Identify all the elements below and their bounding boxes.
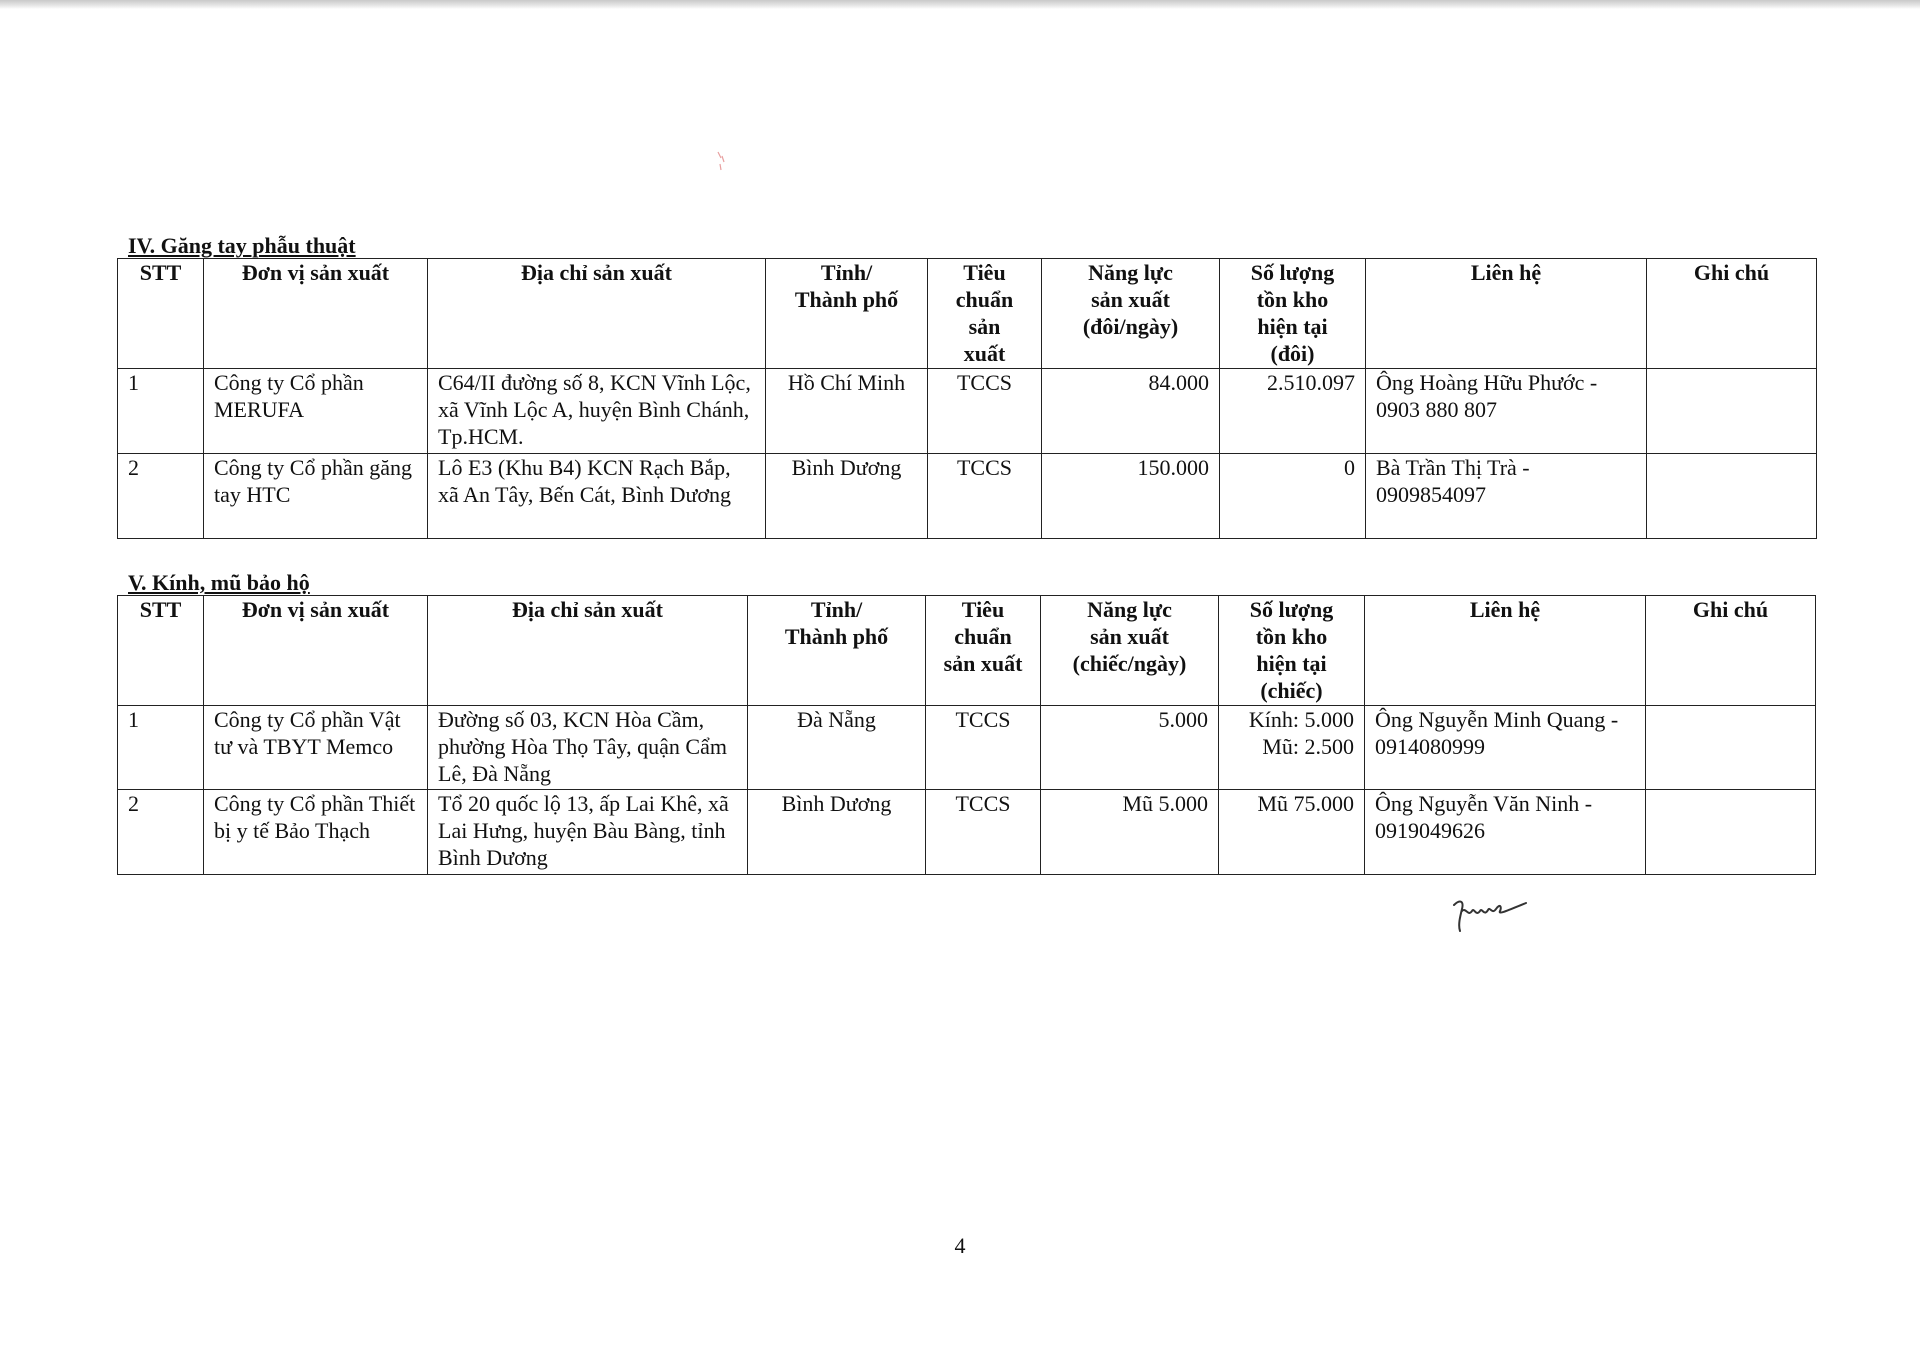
cell-unit: Công ty Cổ phần MERUFA bbox=[204, 369, 428, 454]
header-contact: Liên hệ bbox=[1365, 596, 1646, 706]
cell-unit: Công ty Cổ phần Vật tư và TBYT Memco bbox=[204, 706, 428, 790]
cell-stt: 1 bbox=[118, 706, 204, 790]
cell-address: Lô E3 (Khu B4) KCN Rạch Bắp, xã An Tây, Bến Cát, Bình Dương bbox=[428, 454, 766, 539]
header-stock: Số lượng tồn kho hiện tại (chiếc) bbox=[1219, 596, 1365, 706]
table-row bbox=[118, 454, 1817, 539]
scan-edge-shadow bbox=[0, 0, 1920, 9]
cell-stt: 1 bbox=[118, 369, 204, 454]
cell-stock: Kính: 5.000 Mũ: 2.500 bbox=[1219, 706, 1365, 790]
cell-province: Hồ Chí Minh bbox=[766, 369, 928, 454]
header-capacity: Năng lực sản xuất (chiếc/ngày) bbox=[1041, 596, 1219, 706]
header-standard: Tiêu chuẩn sản xuất bbox=[928, 259, 1042, 369]
cell-standard: TCCS bbox=[926, 790, 1041, 875]
cell-stock: Mũ 75.000 bbox=[1219, 790, 1365, 875]
cell-stt: 2 bbox=[118, 790, 204, 875]
table-row bbox=[118, 369, 1817, 454]
cell-standard: TCCS bbox=[928, 369, 1042, 454]
cell-unit: Công ty Cổ phần găng tay HTC bbox=[204, 454, 428, 539]
cell-stock: 0 bbox=[1220, 454, 1366, 539]
table-row bbox=[118, 790, 1816, 875]
cell-province: Bình Dương bbox=[766, 454, 928, 539]
header-unit: Đơn vị sản xuất bbox=[204, 259, 428, 369]
cell-note bbox=[1646, 706, 1816, 790]
cell-contact: Ông Hoàng Hữu Phước - 0903 880 807 bbox=[1366, 369, 1647, 454]
header-standard: Tiêu chuẩn sản xuất bbox=[926, 596, 1041, 706]
header-stt: STT bbox=[118, 259, 204, 369]
table-row bbox=[118, 706, 1816, 790]
header-capacity: Năng lực sản xuất (đôi/ngày) bbox=[1042, 259, 1220, 369]
table-header-row bbox=[118, 596, 1816, 706]
header-note: Ghi chú bbox=[1647, 259, 1817, 369]
cell-province: Bình Dương bbox=[748, 790, 926, 875]
cell-address: Tổ 20 quốc lộ 13, ấp Lai Khê, xã Lai Hưng, huyện Bàu Bàng, tỉnh Bình Dương bbox=[428, 790, 748, 875]
cell-standard: TCCS bbox=[928, 454, 1042, 539]
cell-capacity: Mũ 5.000 bbox=[1041, 790, 1219, 875]
table-header-row bbox=[118, 259, 1817, 369]
page-number: 4 bbox=[954, 1233, 966, 1258]
goggles-helmets-table bbox=[117, 595, 1816, 875]
handwritten-signature bbox=[1450, 895, 1530, 935]
cell-contact: Ông Nguyễn Văn Ninh - 0919049626 bbox=[1365, 790, 1646, 875]
cell-note bbox=[1647, 369, 1817, 454]
cell-province: Đà Nẵng bbox=[748, 706, 926, 790]
cell-address: C64/II đường số 8, KCN Vĩnh Lộc, xã Vĩnh Lộc A, huyện Bình Chánh, Tp.HCM. bbox=[428, 369, 766, 454]
cell-note bbox=[1646, 790, 1816, 875]
header-unit: Đơn vị sản xuất bbox=[204, 596, 428, 706]
cell-capacity: 84.000 bbox=[1042, 369, 1220, 454]
gloves-table bbox=[117, 258, 1817, 539]
header-province: Tỉnh/ Thành phố bbox=[748, 596, 926, 706]
cell-standard: TCCS bbox=[926, 706, 1041, 790]
ink-speck bbox=[715, 150, 729, 174]
header-stt: STT bbox=[118, 596, 204, 706]
header-address: Địa chỉ sản xuất bbox=[428, 596, 748, 706]
cell-capacity: 5.000 bbox=[1041, 706, 1219, 790]
header-address: Địa chỉ sản xuất bbox=[428, 259, 766, 369]
header-province: Tỉnh/ Thành phố bbox=[766, 259, 928, 369]
cell-stt: 2 bbox=[118, 454, 204, 539]
cell-unit: Công ty Cổ phần Thiết bị y tế Bảo Thạch bbox=[204, 790, 428, 875]
header-stock: Số lượng tồn kho hiện tại (đôi) bbox=[1220, 259, 1366, 369]
cell-stock: 2.510.097 bbox=[1220, 369, 1366, 454]
section-title-goggles-helmets: V. Kính, mũ bảo hộ bbox=[128, 570, 310, 595]
cell-contact: Bà Trần Thị Trà - 0909854097 bbox=[1366, 454, 1647, 539]
cell-address: Đường số 03, KCN Hòa Cầm, phường Hòa Thọ Tây, quận Cẩm Lê, Đà Nẵng bbox=[428, 706, 748, 790]
header-note: Ghi chú bbox=[1646, 596, 1816, 706]
header-contact: Liên hệ bbox=[1366, 259, 1647, 369]
cell-contact: Ông Nguyễn Minh Quang - 0914080999 bbox=[1365, 706, 1646, 790]
section-title-gloves: IV. Găng tay phẫu thuật bbox=[128, 233, 356, 258]
cell-capacity: 150.000 bbox=[1042, 454, 1220, 539]
cell-note bbox=[1647, 454, 1817, 539]
